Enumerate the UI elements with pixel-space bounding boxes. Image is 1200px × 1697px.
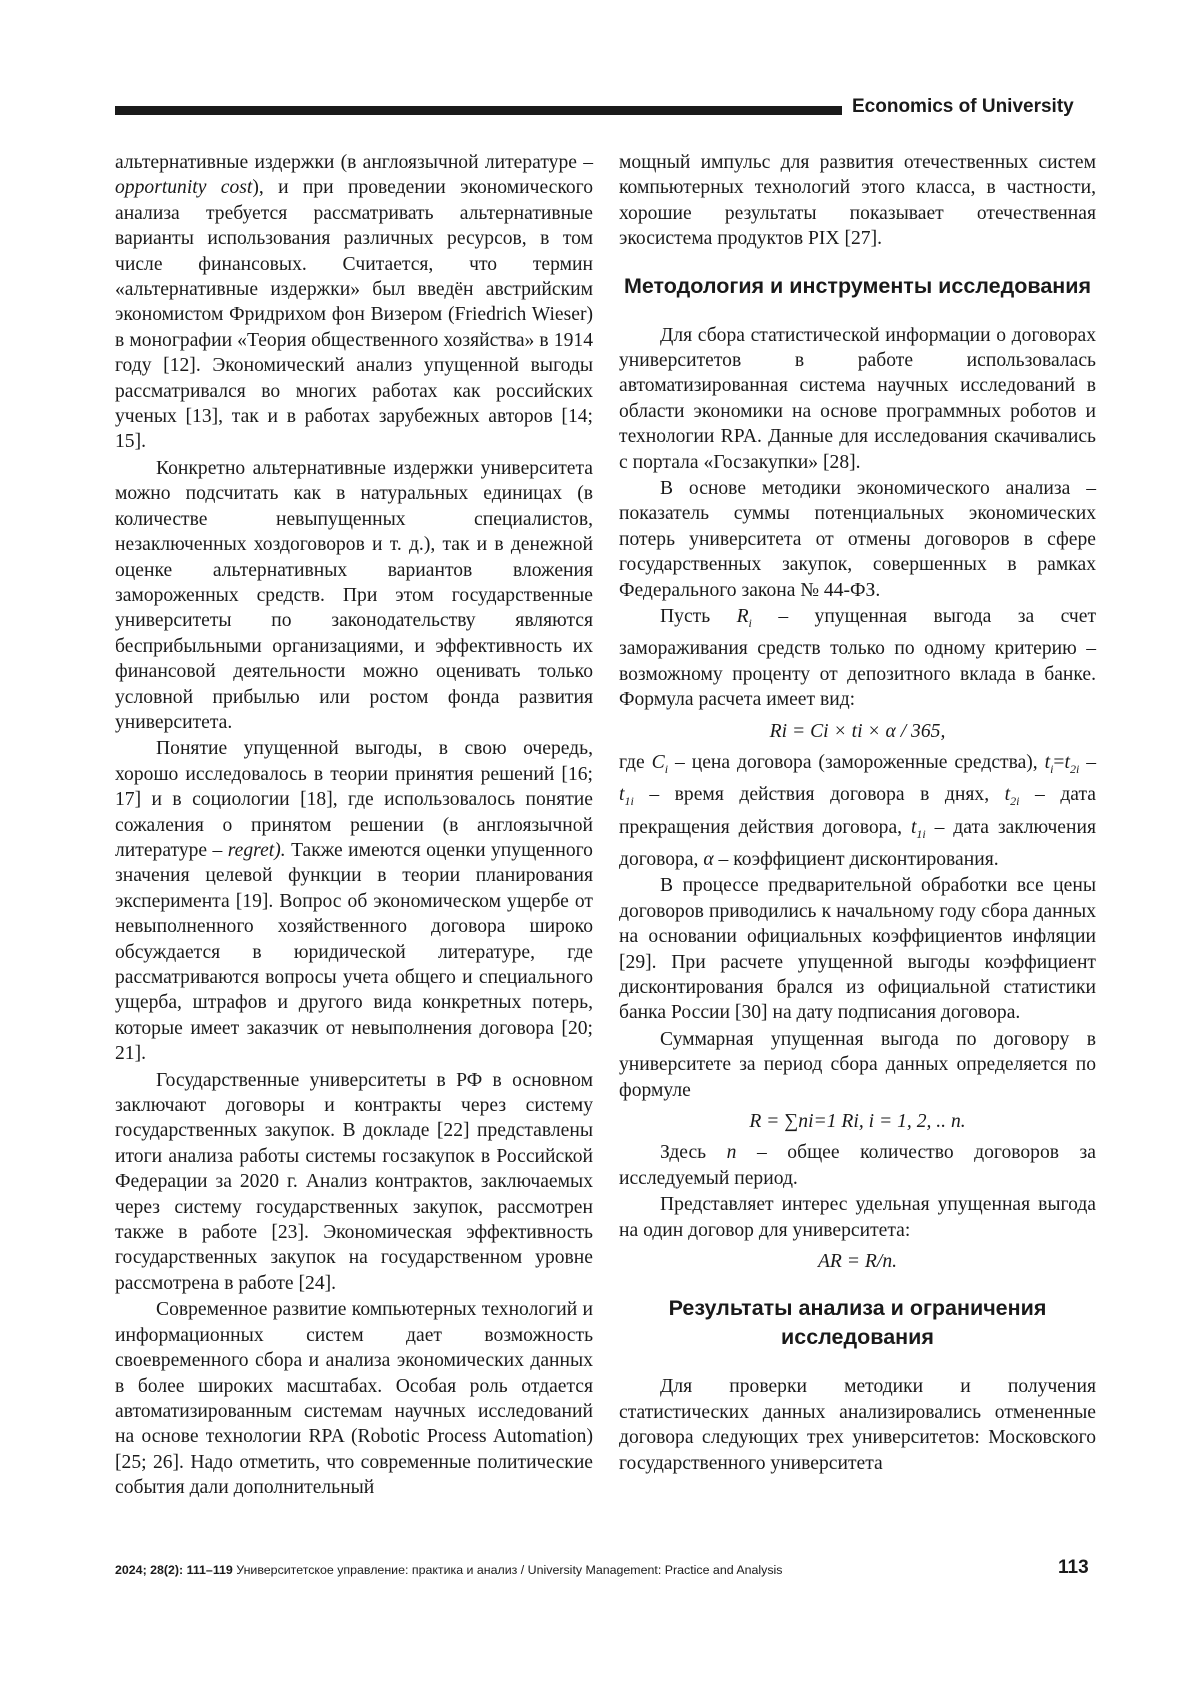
header-rule	[115, 106, 842, 115]
footer-citation: 2024; 28(2): 111–119 Университетское управление: практика и анализ / University Management: Practice and Analysis	[115, 1563, 783, 1577]
paragraph: Государственные университеты в РФ в основном заключают договоры и контракты через систему государственных закупок. В докладе [22] представлены итоги анализа работы системы госзакупок в Российской Федерации за 2020 г. Анализ контрактов, заключаемых через систему государственных закупок, рассмотрен также в работе [23]. Экономическая эффективность государственных закупок на государственном уровне рассмотрена в работе [24].	[115, 1069, 593, 1294]
paragraph: В процессе предварительной обработки все цены договоров приводились к начальному году сбора данных на основании официальных коэффициентов инфляции [29]. При расчете упущенной выгоды коэффициент дисконтирования брался из официальной статистики банка России [30] на дату подписания договора.	[619, 875, 1096, 1024]
paragraph: Конкретно альтернативные издержки университета можно подсчитать как в натуральных единицах (в количестве невыпущенных специалистов, незаключенных хоздоговоров и т. д.), так и в денежной оценке альтернативных вариантов вложения замороженных средств. При этом государственные университеты по законодательству являются бесприбыльными организациями, и эффективность их финансовой деятельности можно оценивать только условной прибылью или ростом фонда развития университета.	[115, 457, 593, 733]
paragraph: В основе методики экономического анализа – показатель суммы потенциальных экономических потерь университета от отмены договоров в сфере государственных закупок, совершенных в рамках Федерального закона № 44-ФЗ.	[619, 478, 1096, 601]
paragraph: Суммарная упущенная выгода по договору в университете за период сбора данных определяется по формуле	[619, 1028, 1096, 1101]
right-column	[619, 150, 1096, 1477]
paragraph: Пусть $R_i$ – упущенная выгода за счет замораживания средств только по одному критерию – возможному проценту от депозитного вклада в банке. Формула расчета имеет вид:	[619, 606, 1097, 711]
formula-legend: где $C_i$ – цена договора (замороженные средства), $t_i=t_{2i} - t_{1i}$ – время действия договора в днях, $t_{2i}$ – дата прекращения действия договора, $t_{1i}$ – дата заключения договора, α – коэффициент дисконтирования.	[619, 752, 1096, 870]
paragraph: Для сбора статистической информации о договорах университетов в работе использовалась автоматизированная система научных исследований в области экономики на основе программных роботов и технологии RPA. Данные для исследования скачивались с портала «Госзакупки» [28].	[619, 324, 1096, 473]
running-header-section: Economics of University	[852, 96, 1074, 117]
paragraph: Здесь n – общее количество договоров за исследуемый период.	[619, 1142, 1096, 1189]
formula-sum: R = ∑ni=1 Ri, i = 1, 2, .. n.	[749, 1111, 966, 1133]
paragraph: Современное развитие компьютерных технологий и информационных систем дает возможность своевременного сбора и анализа экономических данных в более широких масштабах. Особая роль отдается автоматизированным системам научных исследований на основе технологии RPA (Robotic Process Automation) [25; 26]. Надо отметить, что современные политические события дали дополнительный	[115, 1299, 593, 1499]
left-column	[115, 150, 593, 1502]
page-number: 113	[1058, 1557, 1089, 1578]
paragraph: Для проверки методики и получения статистических данных анализировались отмененные договора следующих трех университетов: Московского государственного университета	[619, 1376, 1096, 1474]
section-title-results: Результаты анализа и ограничения исследования	[668, 1296, 1047, 1350]
section-title-methodology: Методология и инструменты исследования	[623, 273, 1092, 298]
formula-ri: Ri = Ci × ti × α / 365,	[769, 720, 946, 742]
paragraph: Представляет интерес удельная упущенная выгода на один договор для университета:	[619, 1194, 1096, 1241]
paragraph: альтернативные издержки (в англоязычной литературе – opportunity cost), и при проведении экономического анализа требуется рассматривать альтернативные варианты использования различных ресурсов, в том числе финансовых. Считается, что термин «альтернативные издержки» был введён австрийским экономистом Фридрихом фон Визером (Friedrich Wieser) в монографии «Теория общественного хозяйства» в 1914 году [12]. Экономический анализ упущенной выгоды рассматривался во многих работах как российских ученых [13], так и в работах зарубежных авторов [14; 15].	[115, 152, 593, 453]
paragraph: Понятие упущенной выгоды, в свою очередь, хорошо исследовалось в теории принятия решений [16; 17] и в социологии [18], где использовалось понятие сожаления о принятом решении (в англоязычной литературе – regret). Также имеются оценки упущенного значения целевой функции в теории планирования эксперимента [19]. Вопрос об экономическом ущербе от невыполненного хозяйственного договора широко обсуждается в юридической литературе, где рассматриваются вопросы учета общего и специального ущерба, штрафов и другого вида конкретных потерь, которые имеет заказчик от невыполнения договора [20; 21].	[115, 738, 593, 1065]
paragraph: мощный импульс для развития отечественных систем компьютерных технологий этого класса, в частности, хорошие результаты показывает отечественная экосистема продуктов PIX [27].	[619, 152, 1096, 250]
formula-ar: AR = R/n.	[817, 1251, 898, 1273]
